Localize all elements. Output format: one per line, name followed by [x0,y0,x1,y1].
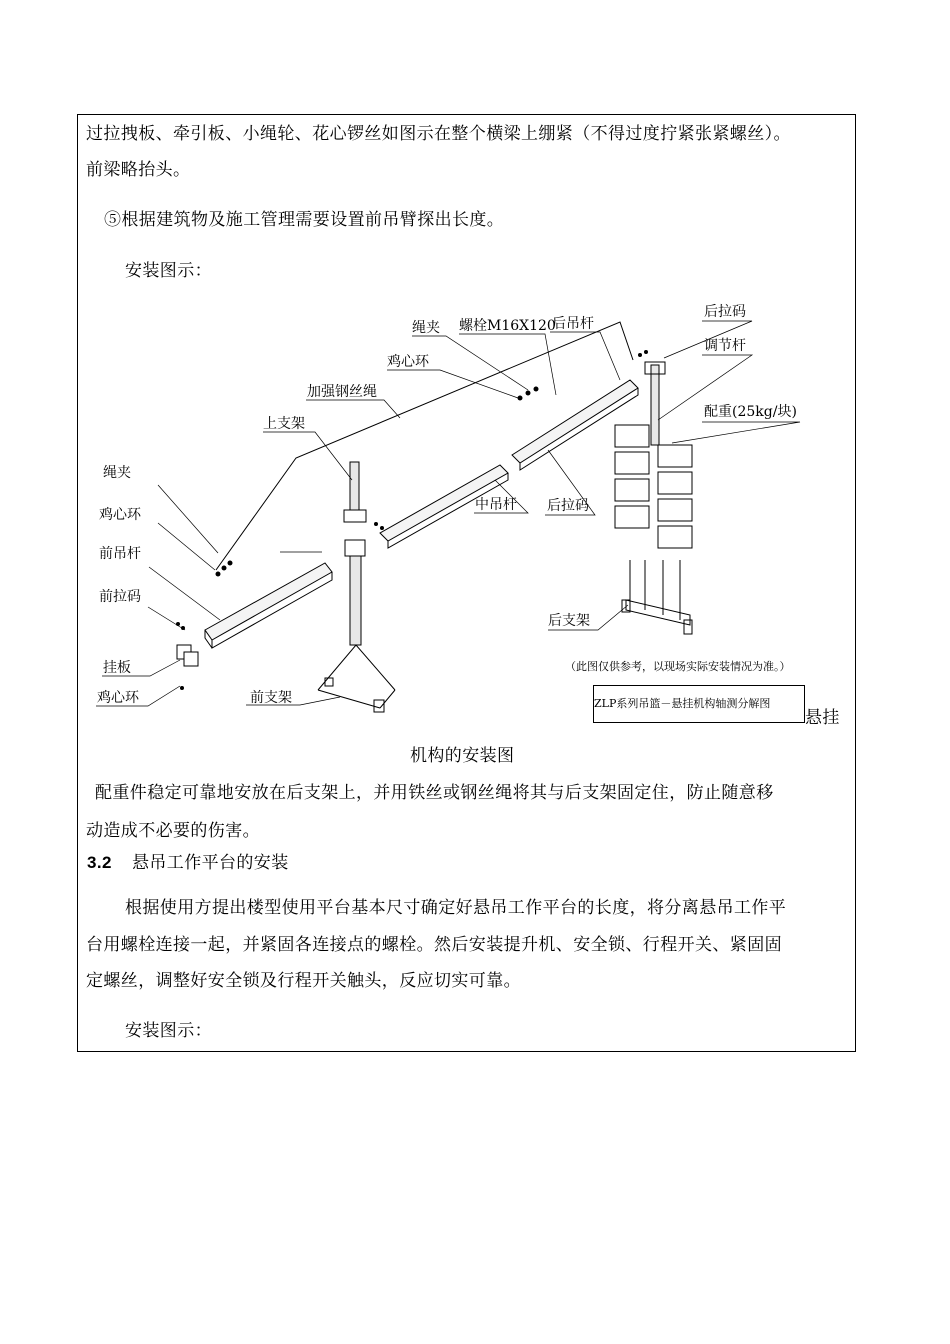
label-bolt: 螺栓M16X120 [459,318,556,334]
label-reinforce-wire: 加强钢丝绳 [307,384,377,400]
label-rear-bracket: 后支架 [548,613,590,629]
section-number: 3.2 [87,853,112,872]
upper-bracket-shape [344,462,366,522]
paragraph-line: 动造成不必要的伤害。 [86,821,260,841]
label-thimble-left: 鸡心环 [99,507,141,523]
label-adjust-rod: 调节杆 [704,338,746,354]
caption-box-text: ZLP系列吊篮－悬挂机构轴测分解图 [594,697,771,710]
label-rear-hanger-rod: 后吊杆 [552,316,594,332]
paragraph-line: 前梁略抬头。 [86,160,191,180]
label-front-hanger-rod: 前吊杆 [99,546,141,562]
rear-bracket-shape [622,560,692,634]
label-upper-bracket: 上支架 [263,416,305,432]
label-thimble-top: 鸡心环 [387,354,429,370]
install-figure-label: 安装图示： [125,261,212,281]
diagram-note: （此图仅供参考，以现场实际安装情况为准。） [565,660,791,673]
hang-plate-shape [177,645,198,666]
section-title: 悬吊工作平台的安装 [132,853,289,873]
label-mid-hanger-rod: 中吊杆 [475,497,517,513]
figure-title: 机构的安装图 [410,746,515,766]
paragraph-line: 定螺丝，调整好安全锁及行程开关触头，反应切实可靠。 [86,971,521,991]
label-front-bracket: 前支架 [250,690,292,706]
paragraph-line: 根据使用方提出楼型使用平台基本尺寸确定好悬吊工作平台的长度，将分离悬吊工作平 [125,898,787,918]
install-figure-label: 安装图示： [125,1021,212,1041]
paragraph-line: ⑤根据建筑物及施工管理需要设置前吊臂探出长度。 [104,210,505,230]
front-bracket-shape [318,540,395,712]
label-rear-pull-code-mid: 后拉码 [547,498,589,514]
label-rope-clip-top: 绳夹 [412,320,440,336]
label-rear-pull-code-top: 后拉码 [704,304,746,320]
label-thimble-bottom: 鸡心环 [97,690,139,706]
paragraph-line: 台用螺栓连接一起，并紧固各连接点的螺栓。然后安装提升机、安全锁、行程开关、紧固固 [86,935,782,955]
label-counterweight: 配重(25kg/块) [704,404,797,420]
front-hanger-rod [205,563,332,648]
caption-suffix: 悬挂 [805,708,840,728]
paragraph-line: 配重件稳定可靠地安放在后支架上，并用铁丝或钢丝绳将其与后支架固定住，防止随意移 [95,783,774,803]
label-front-pull-code: 前拉码 [99,589,141,605]
label-rope-clip-left: 绳夹 [103,465,131,481]
paragraph-line: 过拉拽板、牵引板、小绳轮、花心锣丝如图示在整个横梁上绷紧（不得过度拧紧张紧螺丝）。 [86,124,791,144]
label-hang-plate: 挂板 [103,660,131,676]
